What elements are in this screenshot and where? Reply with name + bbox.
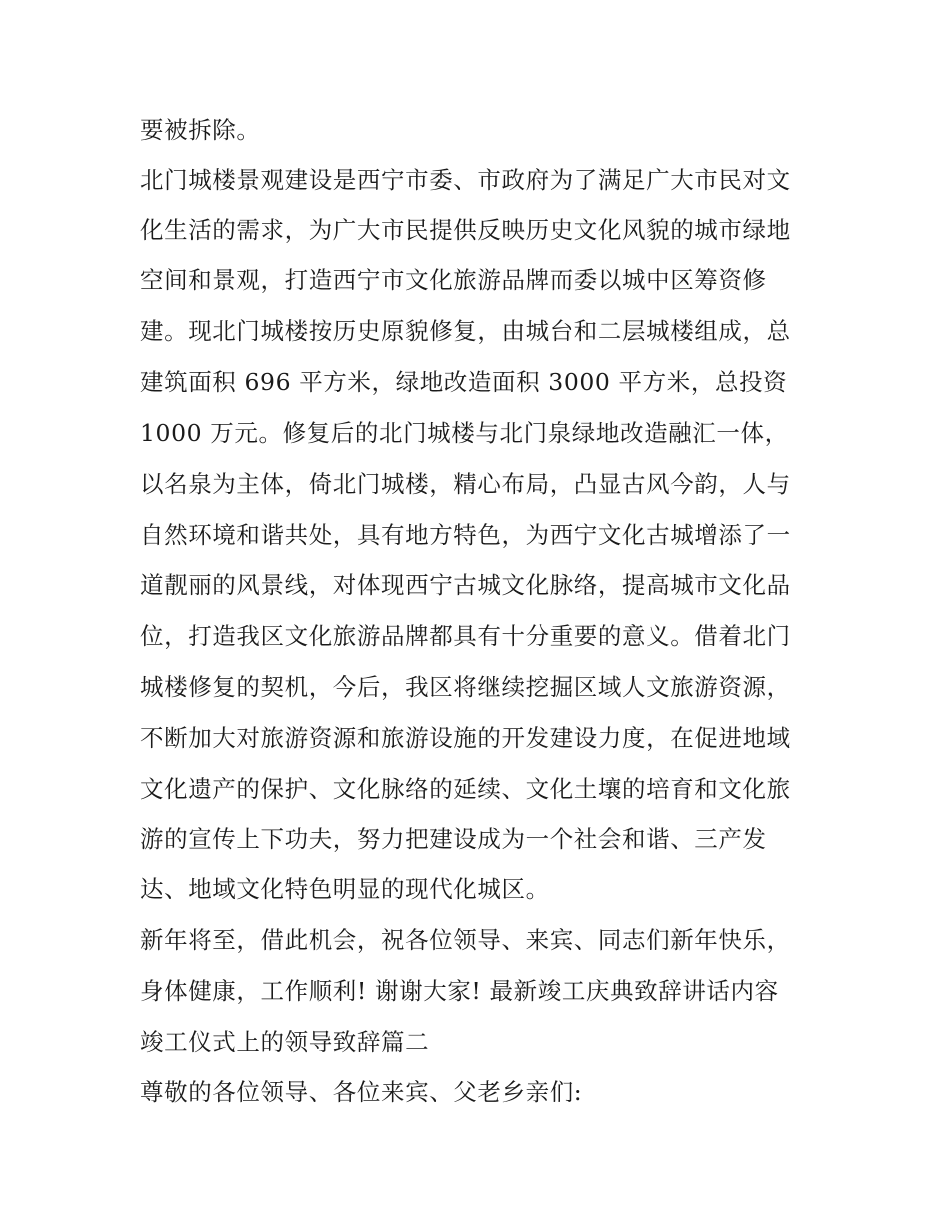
text-line: 身体健康，工作顺利! 谢谢大家! 最新竣工庆典致辞讲话内容 [140, 977, 779, 1005]
text-line: 自然环境和谐共处，具有地方特色，为西宁文化古城增添了一 [140, 521, 791, 549]
text-line: 达、地域文化特色明显的现代化城区。 [140, 875, 550, 903]
text-line: 尊敬的各位领导、各位来宾、父老乡亲们: [140, 1078, 583, 1106]
text-line: 化生活的需求，为广大市民提供反映历史文化风貌的城市绿地 [140, 216, 791, 244]
text-line: 竣工仪式上的领导致辞篇二 [140, 1028, 430, 1056]
text-line: 不断加大对旅游资源和旅游设施的开发建设力度，在促进地域 [140, 724, 791, 752]
text-line: 1000 万元。修复后的北门城楼与北门泉绿地改造融汇一体， [140, 419, 789, 447]
text-line: 游的宣传上下功夫，努力把建设成为一个社会和谐、三产发 [140, 825, 767, 853]
text-line: 要被拆除。 [140, 116, 261, 144]
text-line: 空间和景观，打造西宁市文化旅游品牌而委以城中区筹资修 [140, 266, 767, 294]
text-line: 城楼修复的契机，今后，我区将继续挖掘区域人文旅游资源， [140, 673, 791, 701]
text-line: 文化遗产的保护、文化脉络的延续、文化土壤的培育和文化旅 [140, 775, 791, 803]
text-line: 以名泉为主体，倚北门城楼，精心布局，凸显古风今韵，人与 [140, 470, 791, 498]
text-line: 建筑面积 696 平方米，绿地改造面积 3000 平方米，总投资 [140, 368, 788, 396]
text-line: 新年将至，借此机会，祝各位领导、来宾、同志们新年快乐， [140, 926, 791, 954]
text-line: 道靓丽的风景线，对体现西宁古城文化脉络，提高城市文化品 [140, 571, 791, 599]
text-line: 建。现北门城楼按历史原貌修复，由城台和二层城楼组成，总 [140, 317, 791, 345]
text-line: 位，打造我区文化旅游品牌都具有十分重要的意义。借着北门 [140, 622, 791, 650]
text-line: 北门城楼景观建设是西宁市委、市政府为了满足广大市民对文 [140, 166, 791, 194]
